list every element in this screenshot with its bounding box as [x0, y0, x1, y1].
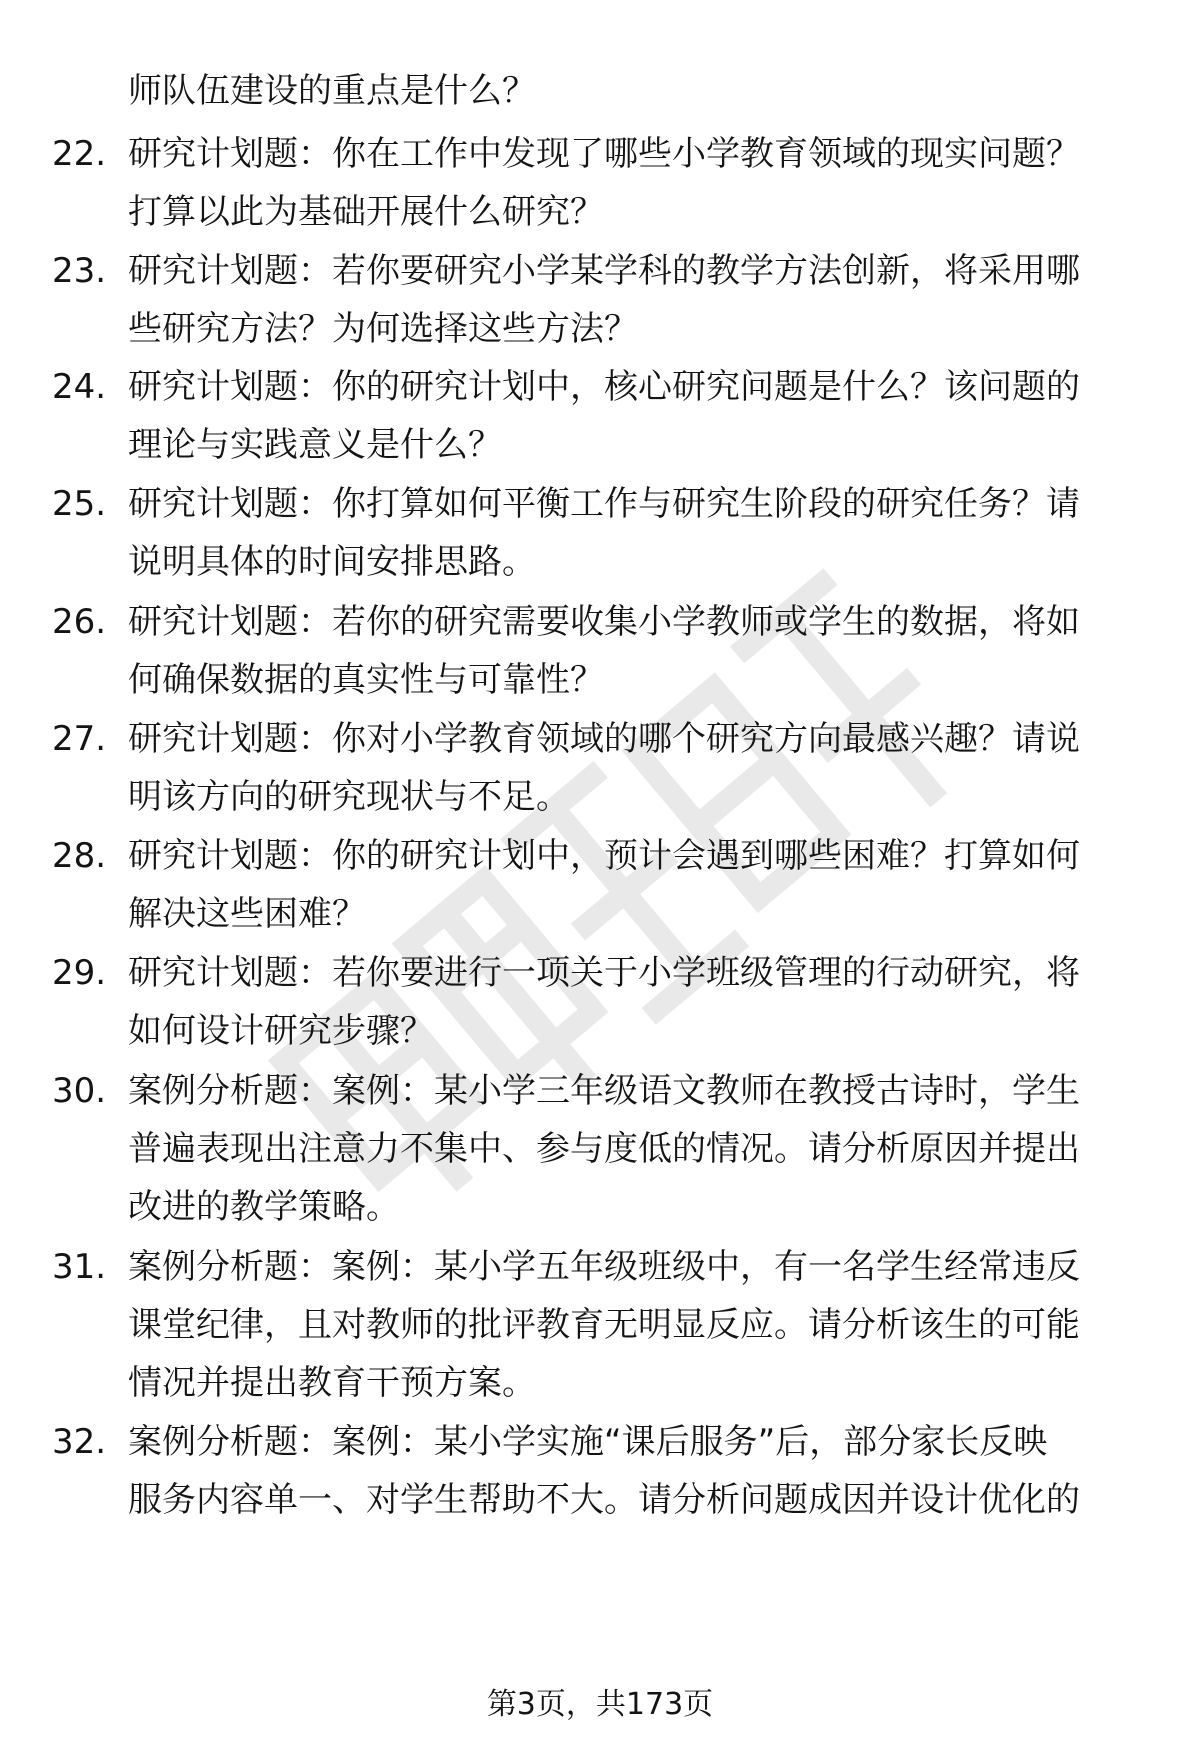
question-number: 25. [52, 484, 107, 524]
question-text-line: 改进的教学策略。 [128, 1187, 400, 1227]
question-text-line: 案例分析题：案例：某小学三年级语文教师在教授古诗时，学生 [128, 1071, 1080, 1111]
question-number: 26. [52, 602, 107, 642]
question-text-line: 研究计划题：若你的研究需要收集小学教师或学生的数据，将如 [128, 602, 1080, 642]
question-text-line: 研究计划题：若你要进行一项关于小学班级管理的行动研究，将 [128, 953, 1080, 993]
question-text-line: 研究计划题：你打算如何平衡工作与研究生阶段的研究任务？请 [128, 484, 1080, 524]
carry-over-line: 师队伍建设的重点是什么？ [128, 71, 536, 111]
question-text-line: 说明具体的时间安排思路。 [128, 542, 536, 582]
question-text-line: 研究计划题：你的研究计划中，预计会遇到哪些困难？打算如何 [128, 836, 1080, 876]
question-text-line: 研究计划题：你的研究计划中，核心研究问题是什么？该问题的 [128, 367, 1080, 407]
question-text-line: 服务内容单一、对学生帮助不大。请分析问题成因并设计优化的 [128, 1480, 1080, 1520]
question-number: 23. [52, 251, 107, 291]
question-number: 28. [52, 836, 107, 876]
question-text-line: 明该方向的研究现状与不足。 [128, 777, 570, 817]
question-text-line: 案例分析题：案例：某小学实施“课后服务”后，部分家长反映 [128, 1422, 1048, 1462]
question-text-line: 研究计划题：若你要研究小学某学科的教学方法创新，将采用哪 [128, 251, 1080, 291]
question-text-line: 何确保数据的真实性与可靠性？ [128, 660, 604, 700]
question-number: 30. [52, 1071, 107, 1111]
question-text-line: 研究计划题：你在工作中发现了哪些小学教育领域的现实问题？ [128, 134, 1080, 174]
question-number: 24. [52, 367, 107, 407]
question-text-line: 情况并提出教育干预方案。 [128, 1363, 536, 1403]
question-number: 29. [52, 953, 107, 993]
question-text-line: 理论与实践意义是什么？ [128, 425, 502, 465]
question-text-line: 课堂纪律，且对教师的批评教育无明显反应。请分析该生的可能 [128, 1305, 1080, 1345]
question-text-line: 打算以此为基础开展什么研究？ [128, 192, 604, 232]
question-text-line: 解决这些困难？ [128, 894, 366, 934]
page-footer: 第3页，共173页 [486, 1687, 714, 1722]
question-number: 22. [52, 134, 107, 174]
question-text-line: 些研究方法？为何选择这些方法？ [128, 309, 638, 349]
question-text-line: 研究计划题：你对小学教育领域的哪个研究方向最感兴趣？请说 [128, 719, 1080, 759]
question-number: 31. [52, 1247, 107, 1287]
question-text-line: 案例分析题：案例：某小学五年级班级中，有一名学生经常违反 [128, 1247, 1080, 1287]
question-number: 27. [52, 719, 107, 759]
question-text-line: 普遍表现出注意力不集中、参与度低的情况。请分析原因并提出 [128, 1129, 1080, 1169]
question-number: 32. [52, 1422, 107, 1462]
question-text-line: 如何设计研究步骤？ [128, 1011, 434, 1051]
